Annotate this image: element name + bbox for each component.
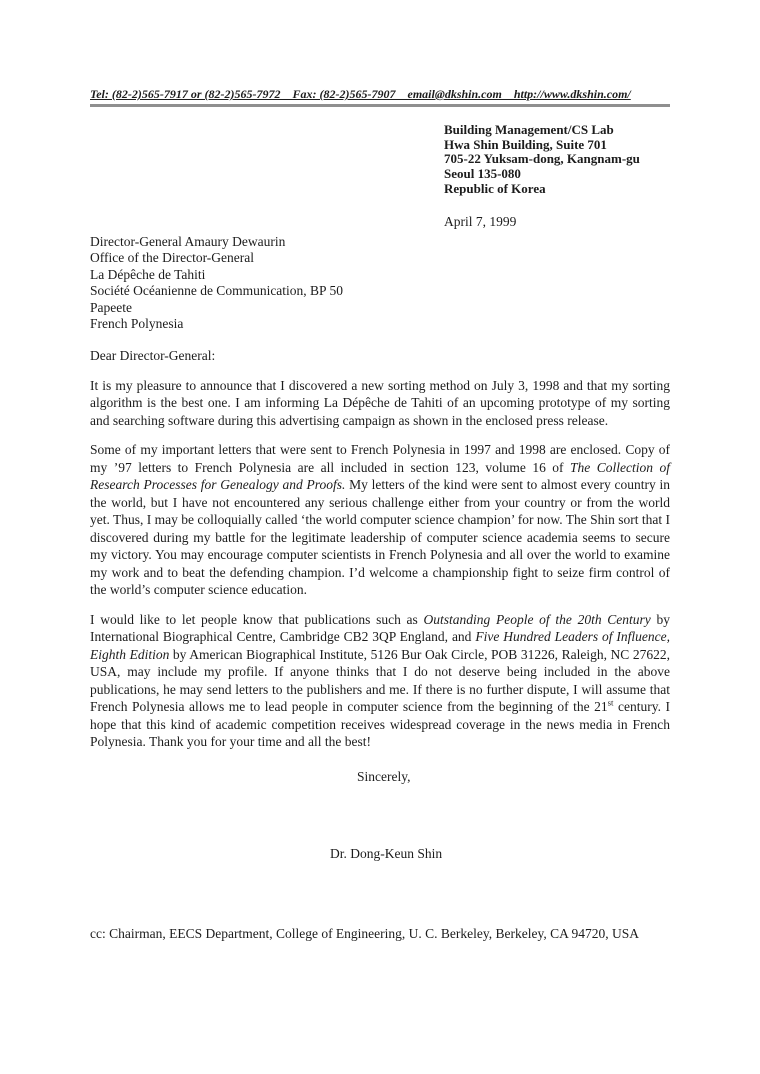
signature-name: Dr. Dong-Keun Shin — [330, 846, 443, 862]
recipient-address-line: Office of the Director-General — [90, 250, 255, 266]
book-title-italic: The Collection of Research Processes for Genealogy and Proofs. — [90, 459, 670, 493]
sender-address-block — [444, 123, 670, 197]
sender-address-line: Building Management/CS Lab — [444, 122, 614, 137]
recipient-address-line: French Polynesia — [90, 316, 184, 332]
text-run: by American Biographical Institute, 5126 Bur Oak Circle, POB 31226, Raleigh, NC 27622, USA, may include my profile. If anyone thinks that I do not deserve being included in the above publications, he may send letters to the publishers and me. If there is no further dispute, I will assume that French Polynesia allows me to lead people in computer science from the beginning of the 21 — [90, 646, 671, 715]
recipient-address-line: La Dépêche de Tahiti — [90, 266, 206, 282]
text-run: I would like to let people know that publications such as — [90, 611, 424, 627]
recipient-address-line: Société Océanienne de Communication, BP 50 — [90, 283, 343, 299]
letter-content — [90, 0, 670, 942]
text-run: century. I hope that this kind of academic competition receives widespread coverage in the news media in French Polynesia. Thank you for your time and all the best! — [90, 699, 670, 750]
text-run: My letters of the kind were sent to almost every country in the world, but I have not encountered any serious challenge either from your country or from the world yet. Thus, I may be colloquially called ‘the world computer science champion’ for now. The Shin sort that I discovered during my battle for the legitimate leadership of computer science academia seems to secure my victory. You may encourage computer scientists in French Polynesia and all over the world to examine my work and to beat the defending champion. I’d welcome a championship fight to seize firm control of the world’s computer science education. — [90, 477, 670, 598]
book-title-italic: Five Hundred Leaders of Influence, Eighth Edition — [90, 629, 670, 662]
recipient-address-block — [90, 234, 670, 334]
body-paragraph-1: It is my pleasure to announce that I discovered a new sorting method on July 3, 1998 and that my sorting algorithm is the best one. I am informing La Dépêche de Tahiti of an upcoming prototype of my sorting and searching software during this advertising campaign as shown in the enclosed press release. — [90, 377, 670, 428]
letter-date: April 7, 1999 — [444, 213, 517, 229]
sender-address-line: Hwa Shin Building, Suite 701 — [444, 136, 607, 152]
superscript-ordinal: st — [607, 697, 614, 708]
body-paragraph-3 — [90, 611, 670, 751]
closing-salutation: Sincerely, — [357, 768, 411, 784]
recipient-address-line: Director-General Amaury Dewaurin — [90, 233, 286, 249]
book-title-italic: Outstanding People of the 20th Century — [423, 611, 651, 627]
contact-header-line: Tel: (82-2)565-7917 or (82-2)565-7972 Fax: (82-2)565-7907 email@dkshin.com http://www.dkshin.com/ — [90, 87, 670, 107]
sender-address-line: 705-22 Yuksam-dong, Kangnam-gu — [444, 151, 640, 167]
text-run: by International Biographical Centre, Cambridge CB2 3QP England, and — [90, 611, 670, 645]
cc-line: cc: Chairman, EECS Department, College of Engineering, U. C. Berkeley, Berkeley, CA 94720, USA — [90, 925, 640, 941]
recipient-address-line: Papeete — [90, 299, 132, 315]
text-run: Some of my important letters that were sent to French Polynesia in 1997 and 1998 are enclosed. Copy of my ’97 letters to French Polynesia are all included in section 123, volume 16 of — [90, 442, 670, 475]
body-paragraph-2 — [90, 441, 670, 599]
sender-address-line: Republic of Korea — [444, 180, 546, 196]
salutation: Dear Director-General: — [90, 348, 216, 364]
sender-address-line: Seoul 135-080 — [444, 166, 521, 182]
